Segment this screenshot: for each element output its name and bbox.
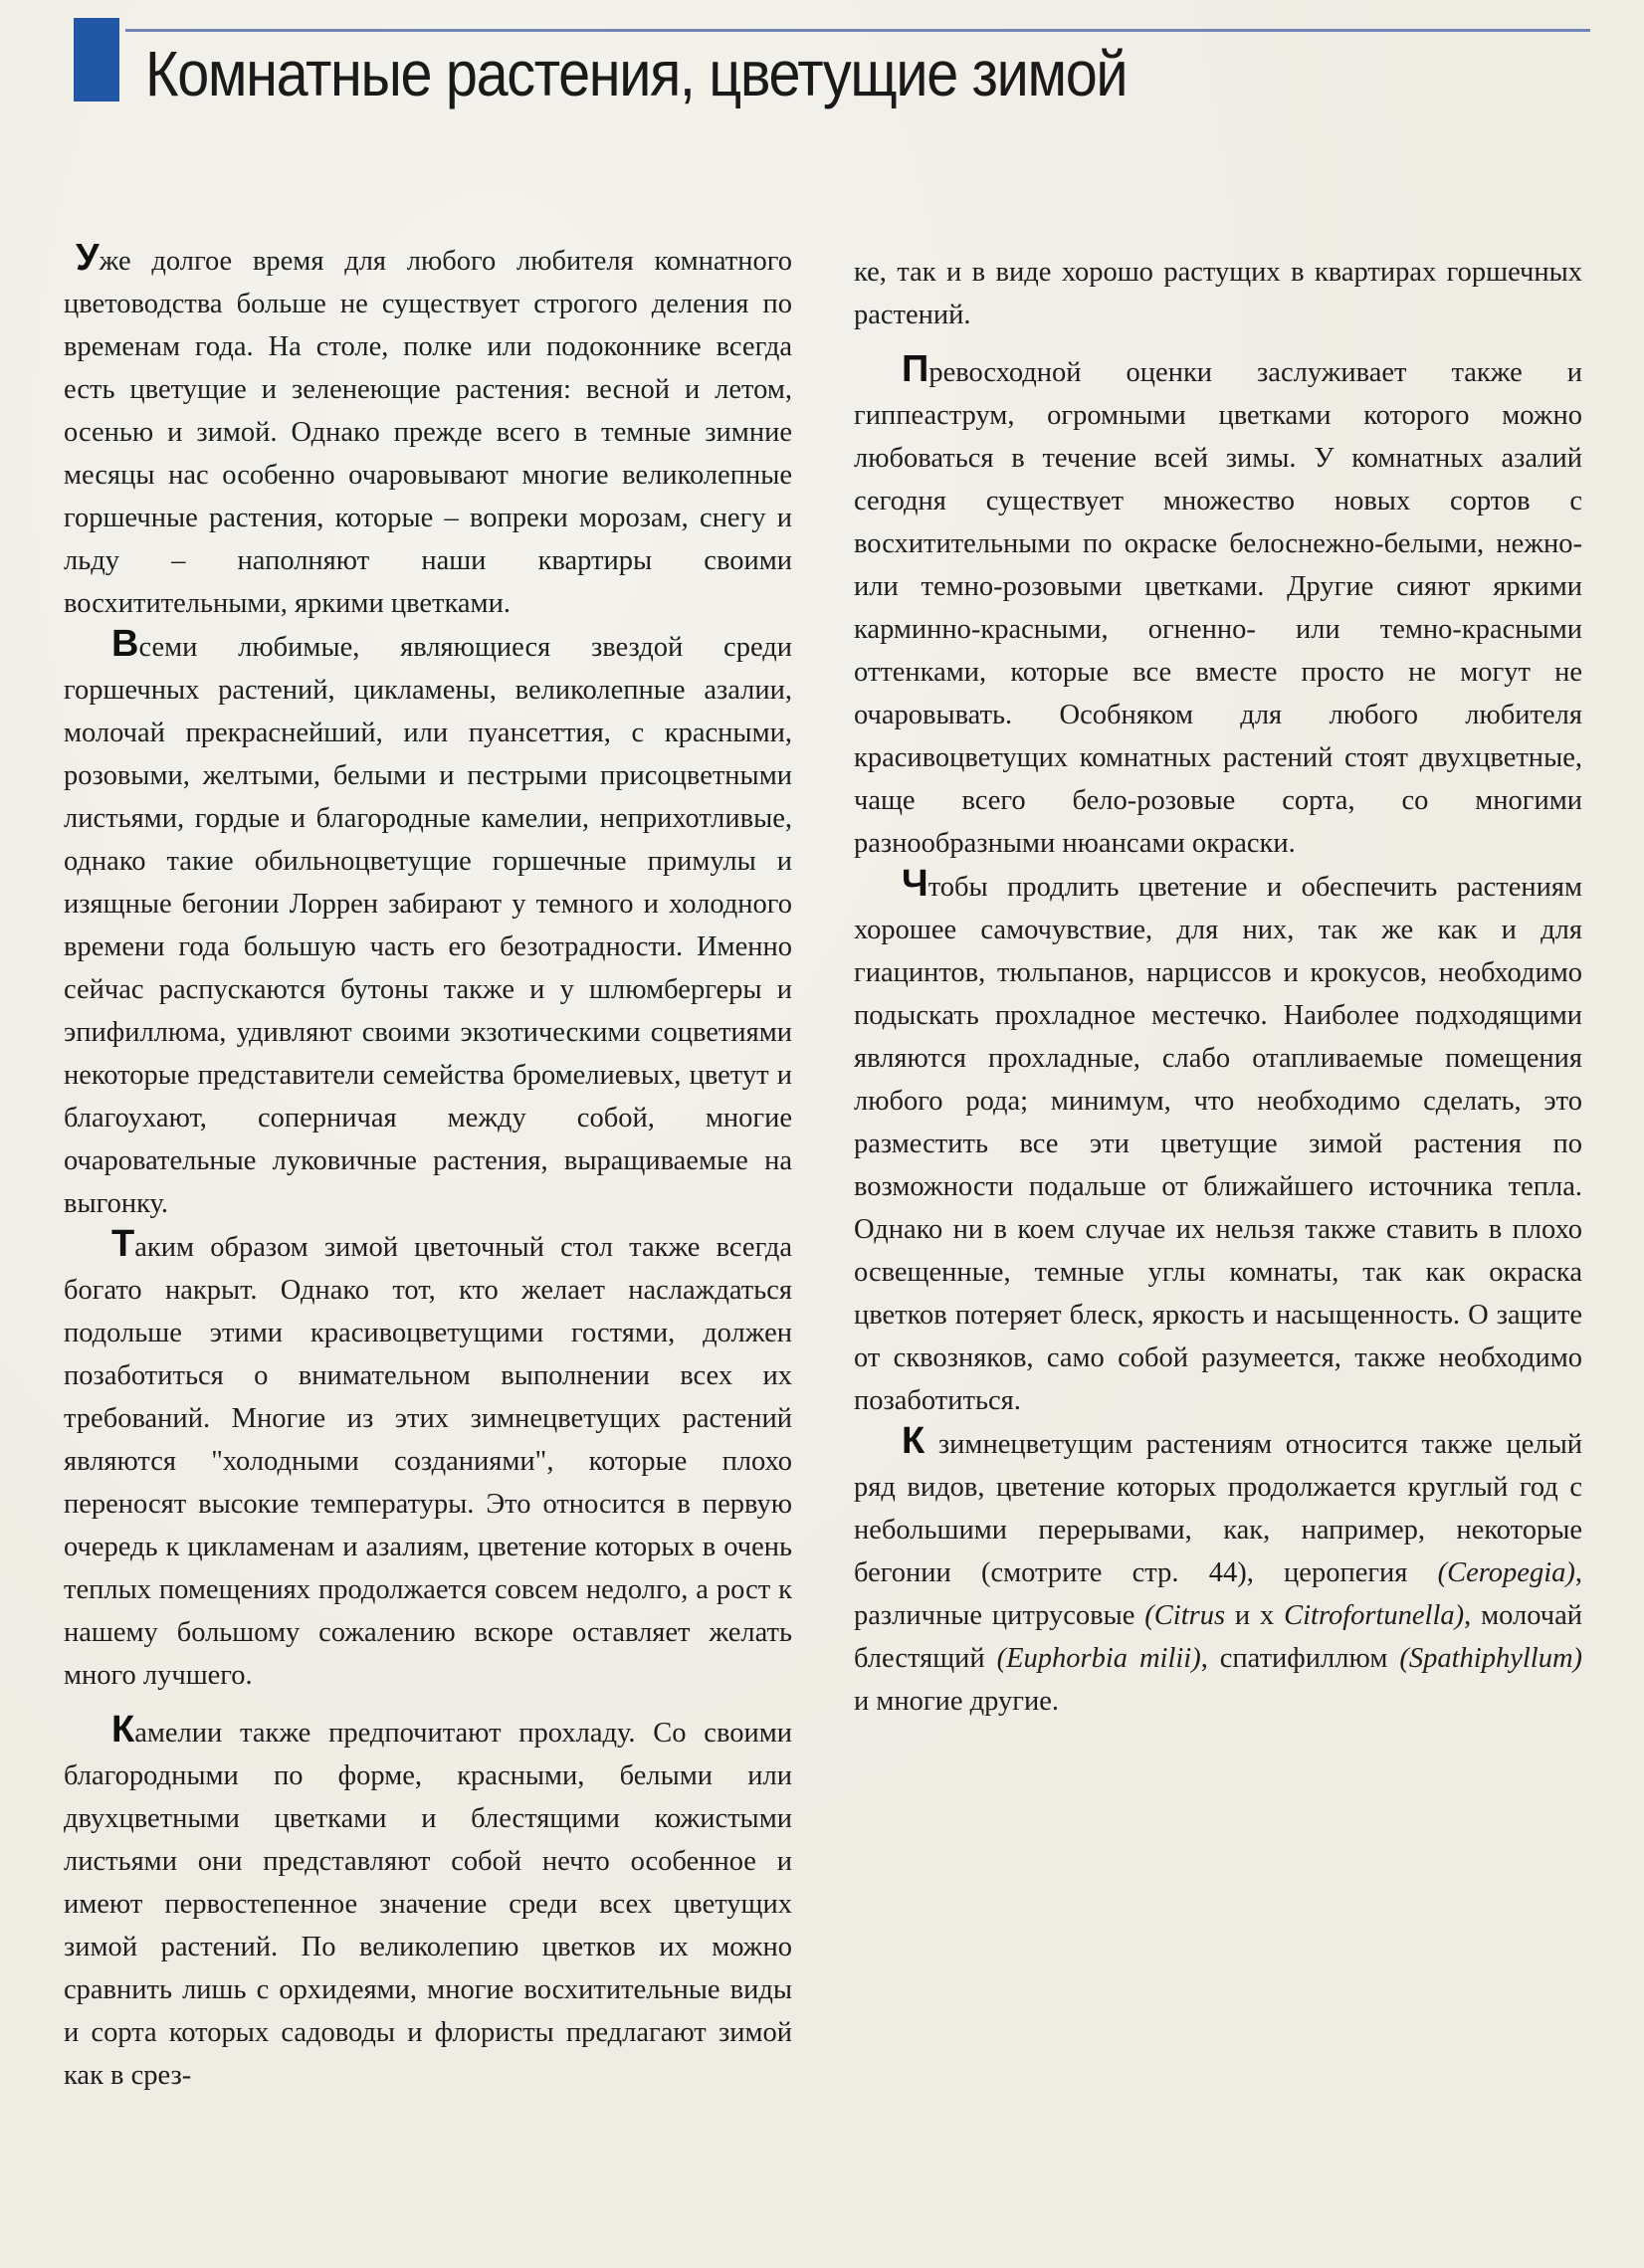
paragraph-text: , спатифиллюм [1200,1643,1400,1674]
paragraph-initial: В [111,623,139,665]
latin-name: (Euphorbia milii) [996,1643,1201,1674]
left-column [64,239,792,2097]
paragraph-initial: Т [111,1223,135,1265]
paragraph-6 [854,865,1582,1422]
paragraph-continuation [854,251,1582,336]
paragraph-text: амелии также предпочитают прохладу. Со своими благородными по форме, красными, белыми или двухцветными цветками и блестящими кожистыми листьями они представляют собой нечто особенное и имеют первостепенное значение среди всех цветущих зимой растений. По великолепию цветков их можно сравнить лишь с орхидеями, многие восхитительные виды и сорта которых садоводы и флористы предлагают зимой как в срез- [64,1718,792,2091]
paragraph-initial: Ч [902,863,928,905]
paragraph-text: семи любимые, являющиеся звездой среди горшечных растений, цикламены, великолепные азалии, молочай прекраснейший, или пуансеттия, с красными, розовыми, желтыми, белыми и пестрыми присоцветными листьями, гордые и благородные камелии, неприхотливые, однако такие обильноцветущие горшечные примулы и изящные бегонии Лоррен забирают у темного и холодного времени года большую часть его безотрадности. Именно сейчас распускаются бутоны также и у шлюмбергеры и эпифиллюма, удивляют своими экзотическими соцветиями некоторые представители семейства бромелиевых, цветут и благоухают, соперничая между собой, многие очаровательные луковичные растения, выращиваемые на выгонку. [64,632,792,1219]
paragraph-text: , различные цитрусовые [854,1557,1582,1631]
title-accent-block [74,18,119,102]
paragraph-text: аким образом зимой цветочный стол также всегда богато накрыт. Однако тот, кто желает наслаждаться подольше этими красивоцветущими гостями, должен позаботиться о внимательном выполнении всех их требований. Многие из этих зимнецветущих растений являются "холодными созданиями", которые плохо переносят высокие температуры. Это относится в первую очередь к цикламенам и азалиям, цветение которых в очень теплых помещениях продолжается совсем недолго, а рост к нашему большому сожалению вскоре оставляет желать много лучшего. [64,1232,792,1691]
paragraph-text: , молочай блестящий [854,1600,1582,1674]
paragraph-3 [64,1225,792,1697]
paragraph-text: зимнецветущим растениям относится также целый ряд видов, цветение которых продолжается круглый год с небольшими перерывами, как, например, некоторые бегонии (смотрите стр. 44), церопегия [854,1429,1582,1588]
latin-name: Citrofortunella) [1284,1600,1465,1631]
paragraph-text: и х [1225,1600,1285,1631]
paragraph-text: ке, так и в виде хорошо растущих в квартирах горшечных растений. [854,257,1582,330]
latin-name: (Spathiphyllum) [1399,1643,1583,1674]
top-rule [125,29,1590,32]
paragraph-4 [64,1711,792,2097]
article-title: Комнатные растения, цветущие зимой [145,38,1128,109]
paragraph-1 [64,239,792,625]
paragraph-2 [64,625,792,1225]
latin-name: (Citrus [1144,1600,1226,1631]
paragraph-initial: К [111,1709,135,1751]
paragraph-text: же долгое время для любого любителя комнатного цветоводства больше не существует строгого деления по временам года. На столе, полке или подоконнике всегда есть цветущие и зеленеющие растения: весной и летом, осенью и зимой. Однако прежде всего в темные зимние месяцы нас особенно очаровывают многие великолепные горшечные растения, которые – вопреки морозам, снегу и льду – наполняют наши квартиры своими восхитительными, яркими цветками. [64,246,792,619]
paragraph-initial: У [76,237,100,279]
paragraph-7 [854,1422,1582,1723]
paragraph-initial: П [902,348,929,390]
paragraph-initial: К [902,1420,925,1462]
paragraph-5 [854,350,1582,865]
right-column [854,251,1582,1723]
paragraph-text: тобы продлить цветение и обеспечить растениям хорошее самочувствие, для них, так же как и для гиацинтов, тюльпанов, нарциссов и крокусов, необходимо подыскать прохладное местечко. Наиболее подходящими являются прохладные, слабо отапливаемые помещения любого рода; минимум, что необходимо сделать, это разместить все эти цветущие зимой растения по возможности подальше от ближайшего источника тепла. Однако ни в коем случае их нельзя также ставить в плохо освещенные, темные углы комнаты, так как окраска цветков потеряет блеск, яркость и насыщенность. О защите от сквозняков, само собой разумеется, также необходимо позаботиться. [854,872,1582,1416]
paragraph-text: и многие другие. [854,1686,1059,1717]
latin-name: (Ceropegia) [1437,1557,1575,1588]
paragraph-text: ревосходной оценки заслуживает также и гиппеаструм, огромными цветками которого можно любоваться в течение всей зимы. У комнатных азалий сегодня существует множество новых сортов с восхитительными по окраске белоснежно-белыми, нежно- или темно-розовыми цветками. Другие сияют яркими карминно-красными, огненно- или темно-красными оттенками, которые все вместе просто не могут не очаровывать. Особняком для любого любителя красивоцветущих комнатных растений стоят двухцветные, чаще всего бело-розовые сорта, со многими разнообразными нюансами окраски. [854,357,1582,859]
